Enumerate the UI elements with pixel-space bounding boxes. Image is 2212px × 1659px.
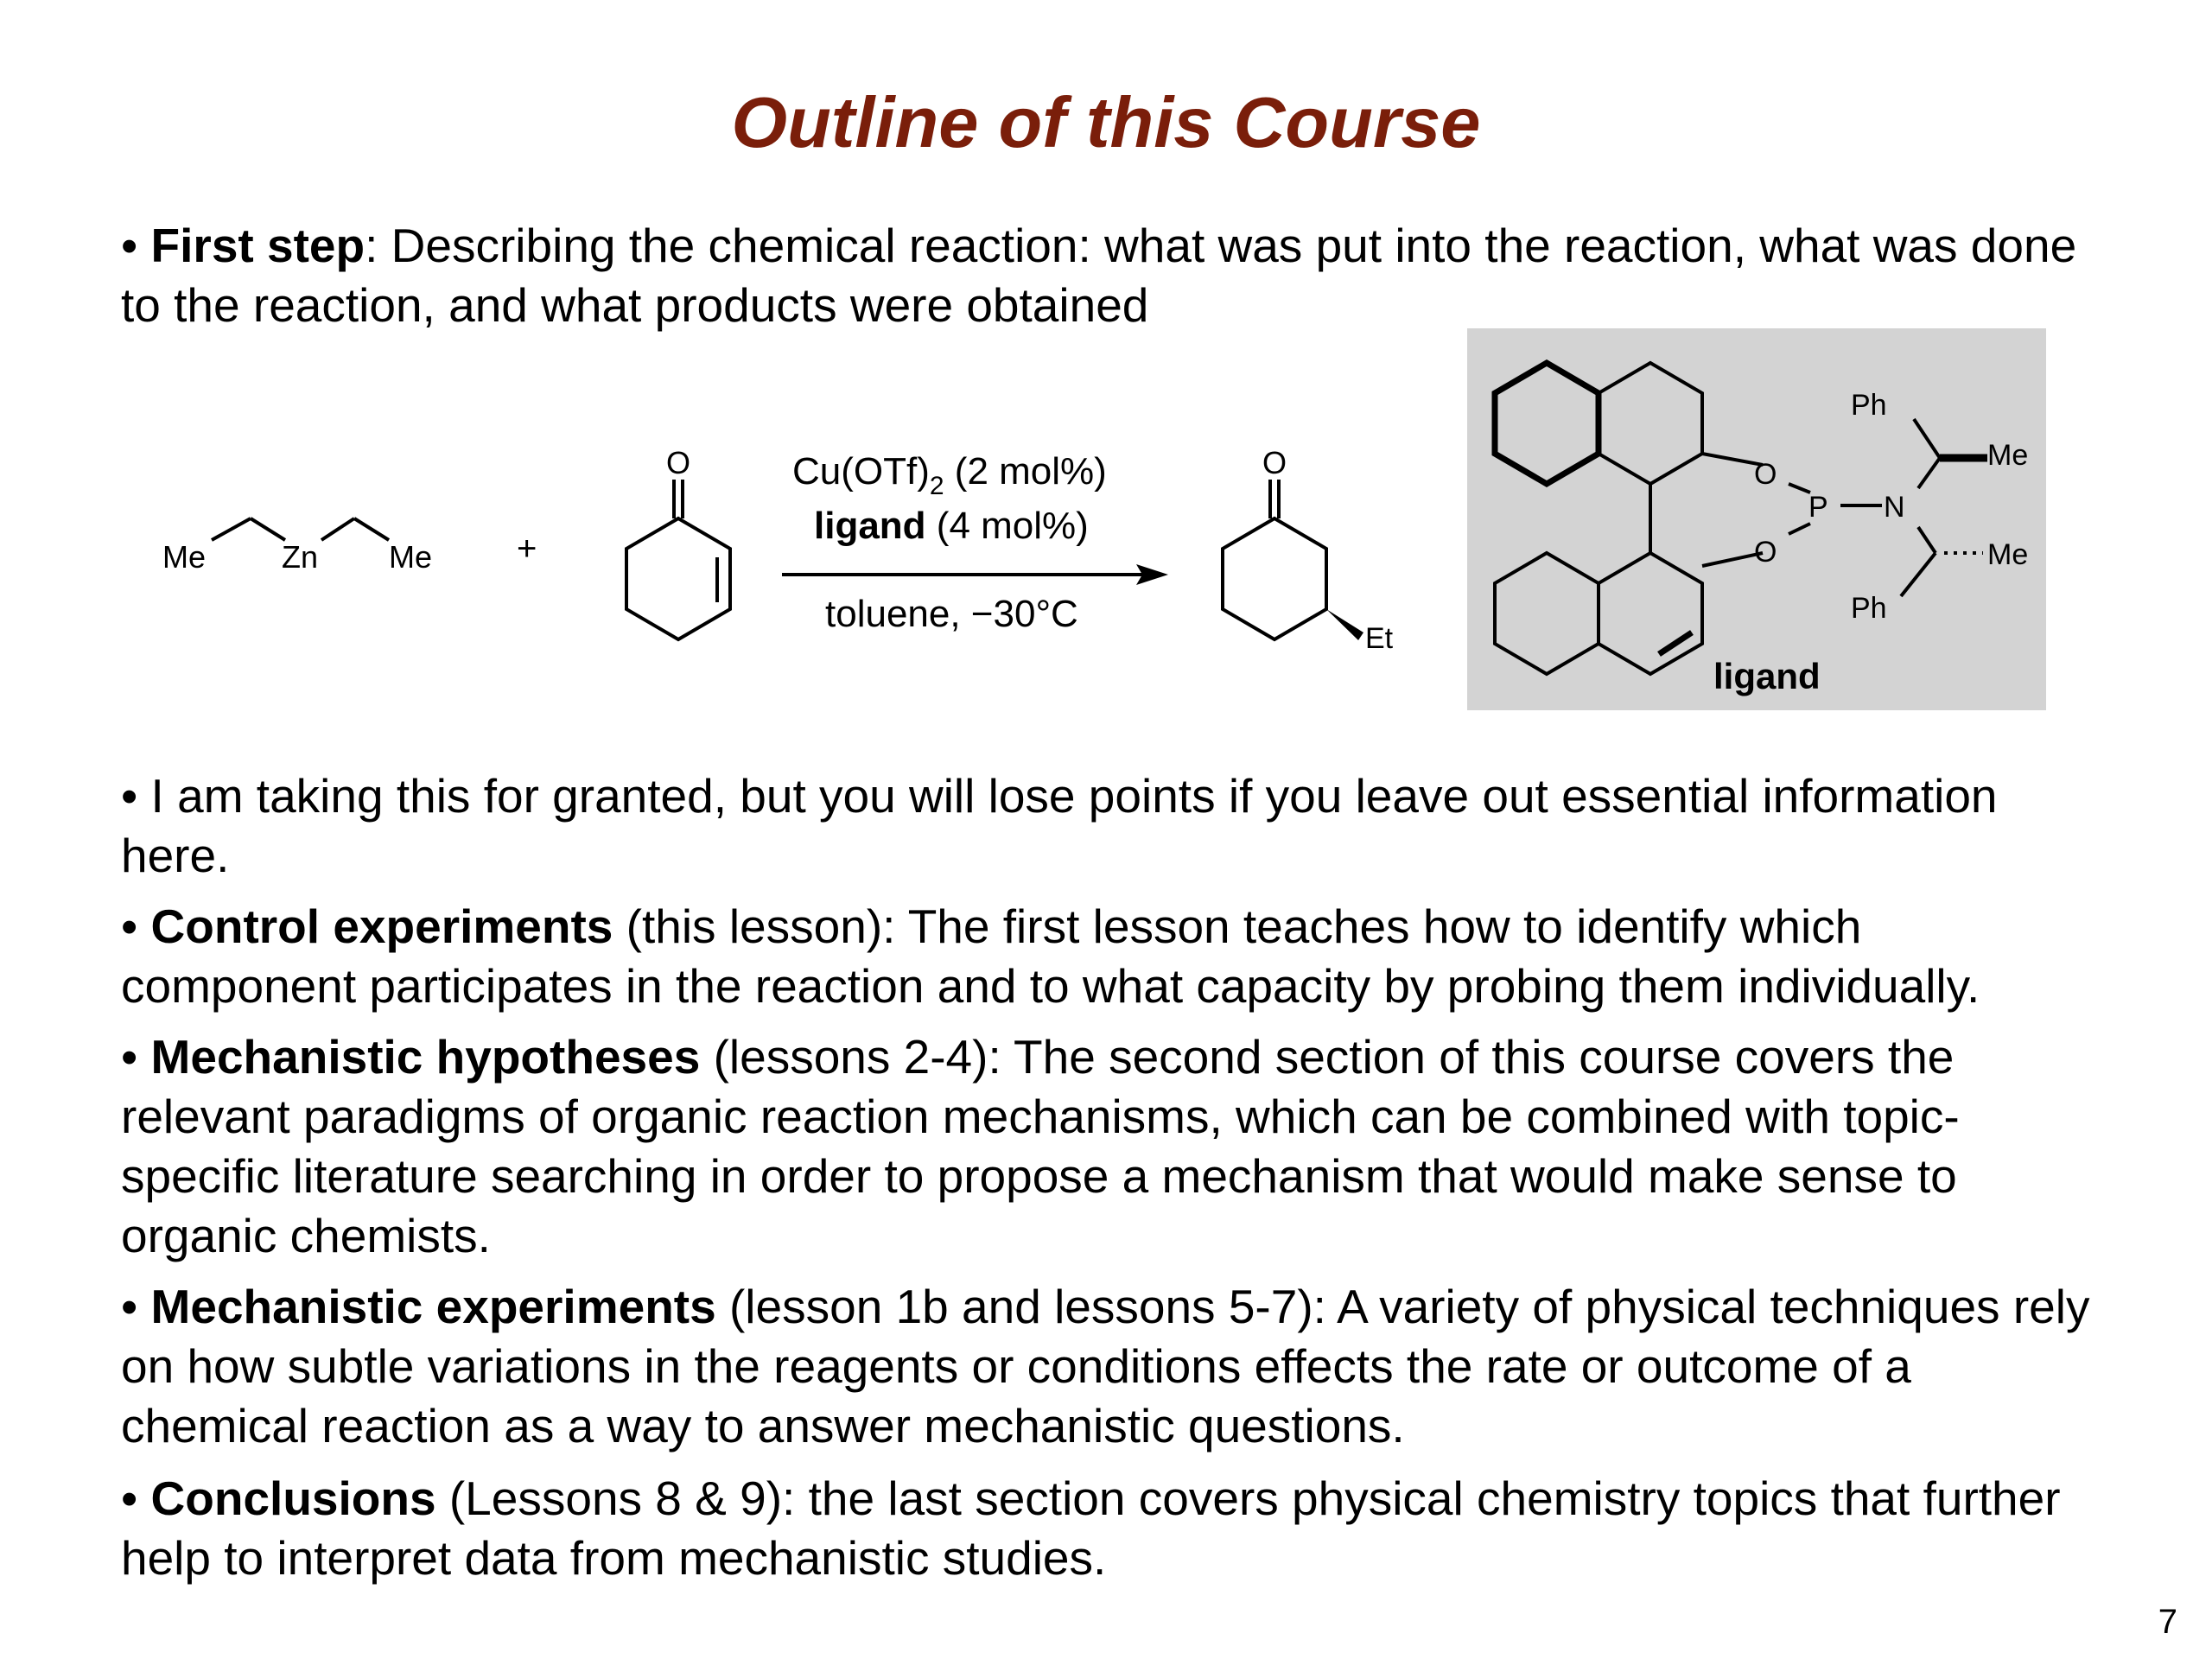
- product-wedge-bond: [1326, 609, 1363, 640]
- product-oxygen: O: [1262, 445, 1287, 480]
- ketone-oxygen: O: [666, 445, 691, 480]
- bullet-bold: Control experiments: [150, 899, 613, 953]
- cyclohexenone: [626, 480, 730, 639]
- plus-sign: +: [517, 530, 537, 568]
- ligand-caption: ligand: [1713, 656, 1821, 696]
- ligand-ph-top: Ph: [1851, 389, 1887, 422]
- bullet-bold: Conclusions: [150, 1471, 436, 1525]
- reaction-arrow: [782, 564, 1168, 585]
- ligand-o-bottom: O: [1754, 536, 1777, 569]
- ligand-p: P: [1808, 491, 1828, 524]
- ligand-ph-bottom: Ph: [1851, 592, 1887, 625]
- reagent-zn: Zn: [282, 539, 319, 575]
- bullet-bold: Mechanistic hypotheses: [150, 1030, 701, 1084]
- reagent-me-right: Me: [389, 539, 433, 575]
- diethylzinc: [212, 518, 389, 540]
- ligand-o-top: O: [1754, 458, 1777, 491]
- page-number: 7: [2158, 1603, 2177, 1641]
- ligand-box-background: [1467, 328, 2046, 710]
- product-ethyl: Et: [1365, 622, 1394, 655]
- slide-title: Outline of this Course: [731, 82, 1481, 162]
- reagent-me-left: Me: [162, 539, 207, 575]
- bullet-text: (this lesson): The first lesson teaches how to identify which component participates in the reaction and to what capacity by probing them individually.: [121, 899, 1980, 1013]
- conditions-label: toluene, −30°C: [825, 593, 1078, 635]
- ligand-me-top: Me: [1987, 439, 2029, 472]
- bullet-text: : Describing the chemical reaction: what was put into the reaction, what was done to the reaction, and what products were obtained: [121, 219, 2077, 332]
- catalyst-label: $Cu(OTf)_2$ (2 mol%): [792, 450, 1107, 500]
- bullet-first-step: • First step: Describing the chemical reaction: what was put into the reaction, what was done to the reaction, and what products were obtained: [121, 219, 2077, 332]
- bullet-granted: • I am taking this for granted, but you will lose points if you leave out essential information here.: [121, 769, 1998, 882]
- bullet-control: • Control experiments (this lesson): The first lesson teaches how to identify which component participates in the reaction and to what capacity by probing them individually.: [121, 899, 1980, 1013]
- bullet-conclusions: • Conclusions (Lessons 8 & 9): the last section covers physical chemistry topics that further help to interpret data from mechanistic studies.: [121, 1471, 2061, 1585]
- bullet-text: (lesson 1b and lessons 5-7): A variety of physical techniques rely on how subtle variations in the reagents or conditions effects the rate or outcome of a chemical reaction as a way to answer mechanistic questions.: [121, 1280, 2090, 1452]
- ligand-n: N: [1884, 491, 1905, 524]
- bullet-experiments: • Mechanistic experiments (lesson 1b and lessons 5-7): A variety of physical techniques rely on how subtle variations in the reagents or conditions effects the rate or outcome of a chemical reaction as a way to answer mechanistic questions.: [121, 1280, 2090, 1452]
- bullet-text: (Lessons 8 & 9): the last section covers physical chemistry topics that further help to interpret data from mechanistic studies.: [121, 1471, 2061, 1585]
- bullet-bold: Mechanistic experiments: [150, 1280, 716, 1333]
- bullet-text: (lessons 2-4): The second section of this course covers the relevant paradigms of organic reaction mechanisms, which can be combined with topic-specific literature searching in order to propose a mechanism that would make sense to organic chemists.: [121, 1030, 1960, 1262]
- product-cyclohexanone: [1223, 480, 1326, 639]
- ligand-me-bottom: Me: [1987, 538, 2029, 571]
- bullet-hypotheses: • Mechanistic hypotheses (lessons 2-4): The second section of this course covers the relevant paradigms of organic reaction mechanisms, which can be combined with topic-specific literature searching in order to propose a mechanism that would make sense to organic chemists.: [121, 1030, 1960, 1262]
- ligand-box: [1467, 328, 2046, 710]
- bullet-bold: First step: [150, 219, 365, 272]
- bullet-text: I am taking this for granted, but you will lose points if you leave out essential information here.: [121, 769, 1998, 882]
- ligand-loading-label: ligand (4 mol%): [814, 505, 1089, 547]
